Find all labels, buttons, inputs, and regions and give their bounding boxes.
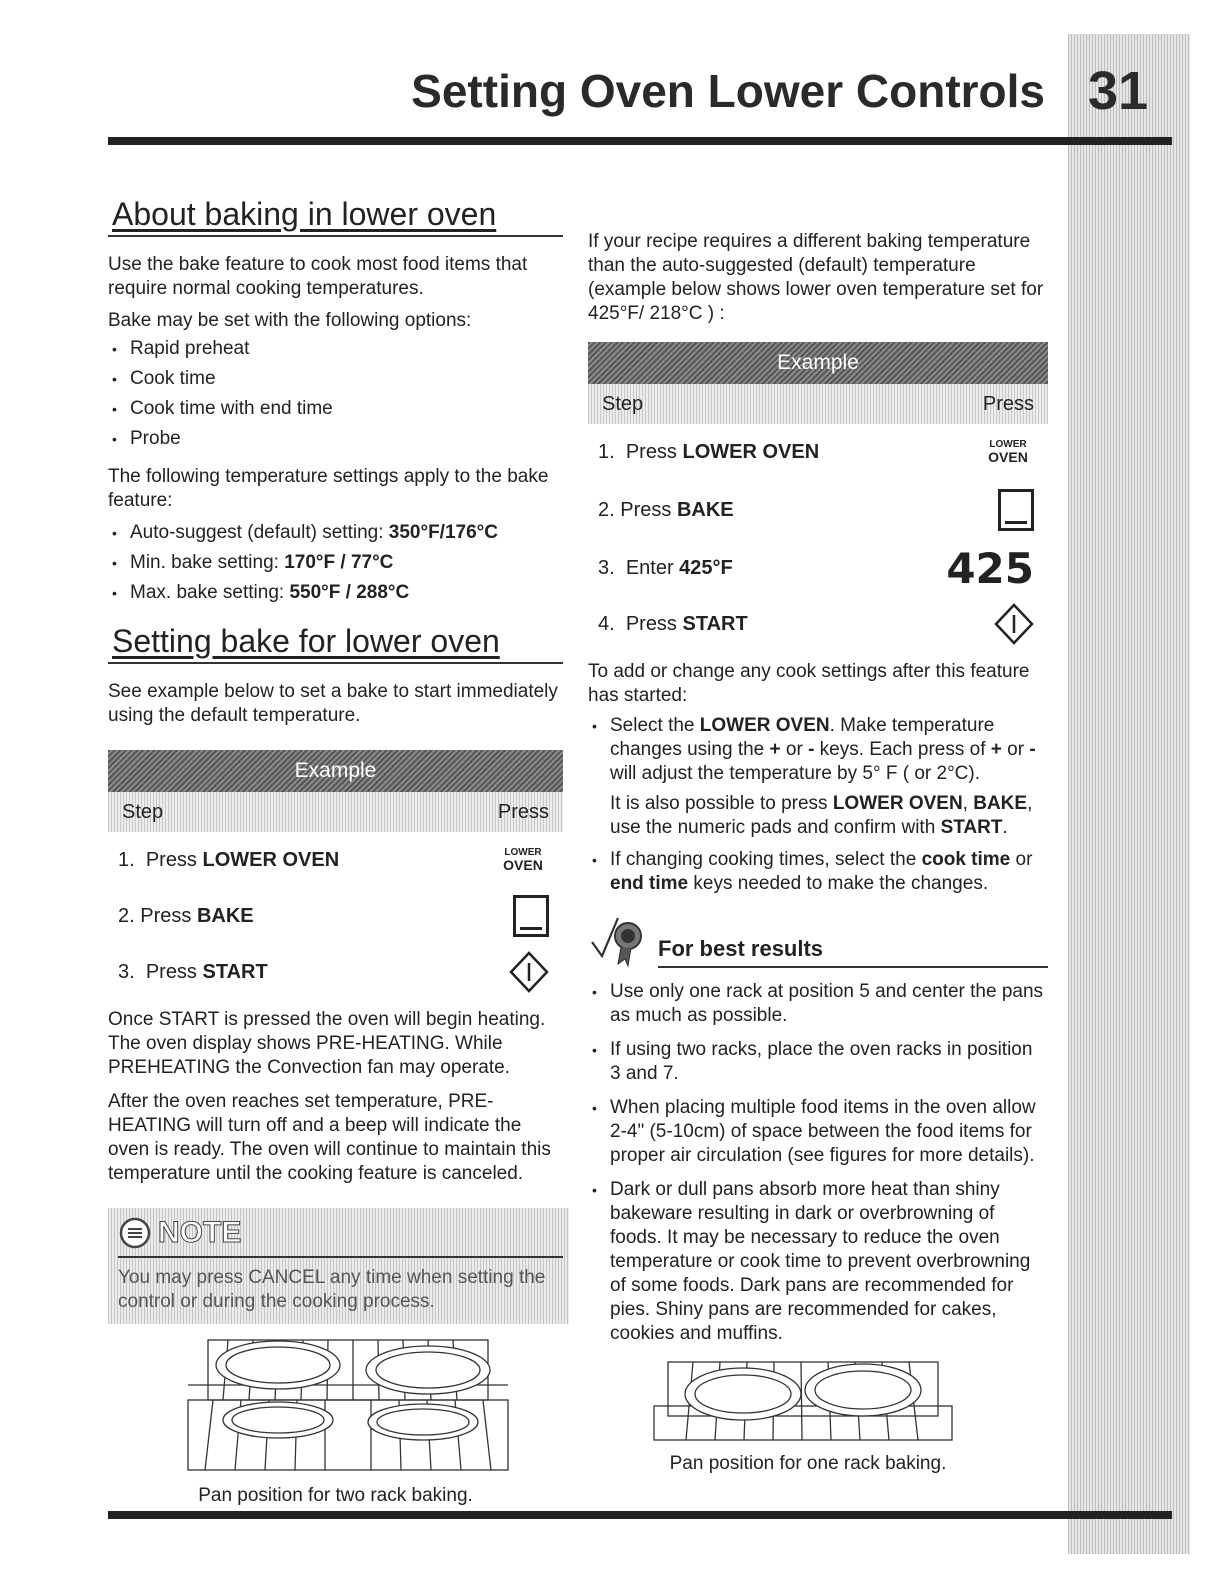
- note-title: NOTE: [118, 1216, 563, 1250]
- note-text: You may press CANCEL any time when setting the control or during the cooking process.: [118, 1267, 546, 1312]
- list-item: • Rapid preheat: [108, 337, 563, 361]
- example-table-425: [588, 342, 1048, 652]
- best-results-title: For best results: [658, 936, 1048, 968]
- best-results-header: [588, 914, 1048, 968]
- change-intro: To add or change any cook settings after this feature has started:: [588, 661, 1030, 706]
- side-tab: [1068, 34, 1190, 1554]
- start-key-icon: [509, 951, 549, 993]
- top-rule: [108, 137, 1172, 145]
- temp-list: [108, 521, 563, 605]
- list-item: • Max. bake setting: 550°F / 288°C: [108, 581, 563, 605]
- options-list: [108, 337, 563, 451]
- list-item: • Min. bake setting: 170°F / 77°C: [108, 551, 563, 575]
- note-icon: [118, 1216, 152, 1250]
- setting-heading: Setting bake for lower oven: [108, 623, 563, 664]
- table-row: 3. Press START: [108, 944, 563, 1000]
- about-intro: Use the bake feature to cook most food items that require normal cooking temperatures.: [108, 254, 528, 299]
- list-item: • Cook time: [108, 367, 563, 391]
- setting-intro: See example below to set a bake to start immediately using the default temperature.: [108, 681, 558, 726]
- best-results-list: [588, 980, 1048, 1346]
- change-list: [588, 714, 1048, 896]
- lower-oven-key-icon: LOWER OVEN: [988, 439, 1028, 465]
- start-paragraph: Once START is pressed the oven will begin heating. The oven display shows PRE-HEATING. While PREHEATING the Convection fan may operate.: [108, 1009, 546, 1078]
- example-columns: [588, 384, 1048, 424]
- left-column: [108, 196, 563, 1507]
- page-number: 31: [1088, 61, 1149, 121]
- table-row: 1. Press LOWER OVEN LOWER OVEN: [108, 832, 563, 888]
- list-item: • Dark or dull pans absorb more heat than shiny bakeware resulting in dark or overbrowning of foods. It may be necessary to reduce the oven temperature or cook time to prevent overbrowning of some foods. Dark pans are recommended for pies. Shiny pans are recommended for cakes, cookies and muffins.: [588, 1178, 1048, 1346]
- list-item: • Probe: [108, 427, 563, 451]
- start-key-icon: [994, 603, 1034, 645]
- list-item: • Select the LOWER OVEN. Make temperature changes using the + or - keys. Each press of + or - will adjust the temperature by 5° F ( or 2°C). It is also possible to press LOWER OVEN, BAKE, use the numeric pads and confirm with START.: [588, 714, 1048, 840]
- note-divider: [118, 1256, 563, 1258]
- different-temp-intro: If your recipe requires a different baking temperature than the auto-suggested (default) temperature (example below shows lower oven temperature set for 425°F/ 218°C ) :: [588, 231, 1044, 324]
- table-row: 2. Press BAKE: [108, 888, 563, 944]
- list-item: • Cook time with end time: [108, 397, 563, 421]
- example-title: Example: [108, 750, 563, 792]
- column-step: Step: [602, 393, 644, 415]
- bake-key-icon: [998, 489, 1034, 531]
- note-box: [108, 1208, 569, 1324]
- table-row: 2. Press BAKE: [588, 480, 1048, 540]
- list-item: • If using two racks, place the oven racks in position 3 and 7.: [588, 1038, 1048, 1086]
- two-rack-figure: [183, 1330, 563, 1485]
- reached-paragraph: After the oven reaches set temperature, PRE-HEATING will turn off and a beep will indicate the oven is ready. The oven will continue to maintain this temperature until the cooking feature is canceled.: [108, 1091, 551, 1184]
- one-rack-caption: Pan position for one rack baking.: [669, 1453, 947, 1474]
- ribbon-check-icon: [588, 914, 650, 968]
- temp-intro: The following temperature settings apply to the bake feature:: [108, 466, 549, 511]
- table-row: 4. Press START: [588, 596, 1048, 652]
- options-intro: Bake may be set with the following options:: [108, 310, 472, 331]
- key-425: 425: [946, 543, 1034, 593]
- two-rack-caption: Pan position for two rack baking.: [198, 1485, 473, 1506]
- column-press: Press: [982, 393, 1034, 415]
- lower-oven-key-icon: LOWER OVEN: [503, 847, 543, 873]
- bottom-rule: [108, 1511, 1172, 1519]
- bake-key-icon: [513, 895, 549, 937]
- example-table: [108, 750, 563, 1000]
- page-title: Setting Oven Lower Controls: [411, 65, 1045, 117]
- column-press: Press: [497, 801, 549, 823]
- about-heading: About baking in lower oven: [108, 196, 563, 237]
- list-item: • Use only one rack at position 5 and center the pans as much as possible.: [588, 980, 1048, 1028]
- list-item: • If changing cooking times, select the cook time or end time keys needed to make the changes.: [588, 848, 1048, 896]
- example-title: Example: [588, 342, 1048, 384]
- list-item: • Auto-suggest (default) setting: 350°F/176°C: [108, 521, 563, 545]
- column-step: Step: [122, 801, 164, 823]
- table-row: 1. Press LOWER OVEN LOWER OVEN: [588, 424, 1048, 480]
- example-columns: [108, 792, 563, 832]
- list-item: • When placing multiple food items in the oven allow 2-4" (5-10cm) of space between the food items for proper air circulation (see figures for more details).: [588, 1096, 1048, 1168]
- table-row: 3. Enter 425°F 425: [598, 543, 1034, 593]
- one-rack-figure: [648, 1356, 1048, 1453]
- right-column: [588, 230, 1048, 1475]
